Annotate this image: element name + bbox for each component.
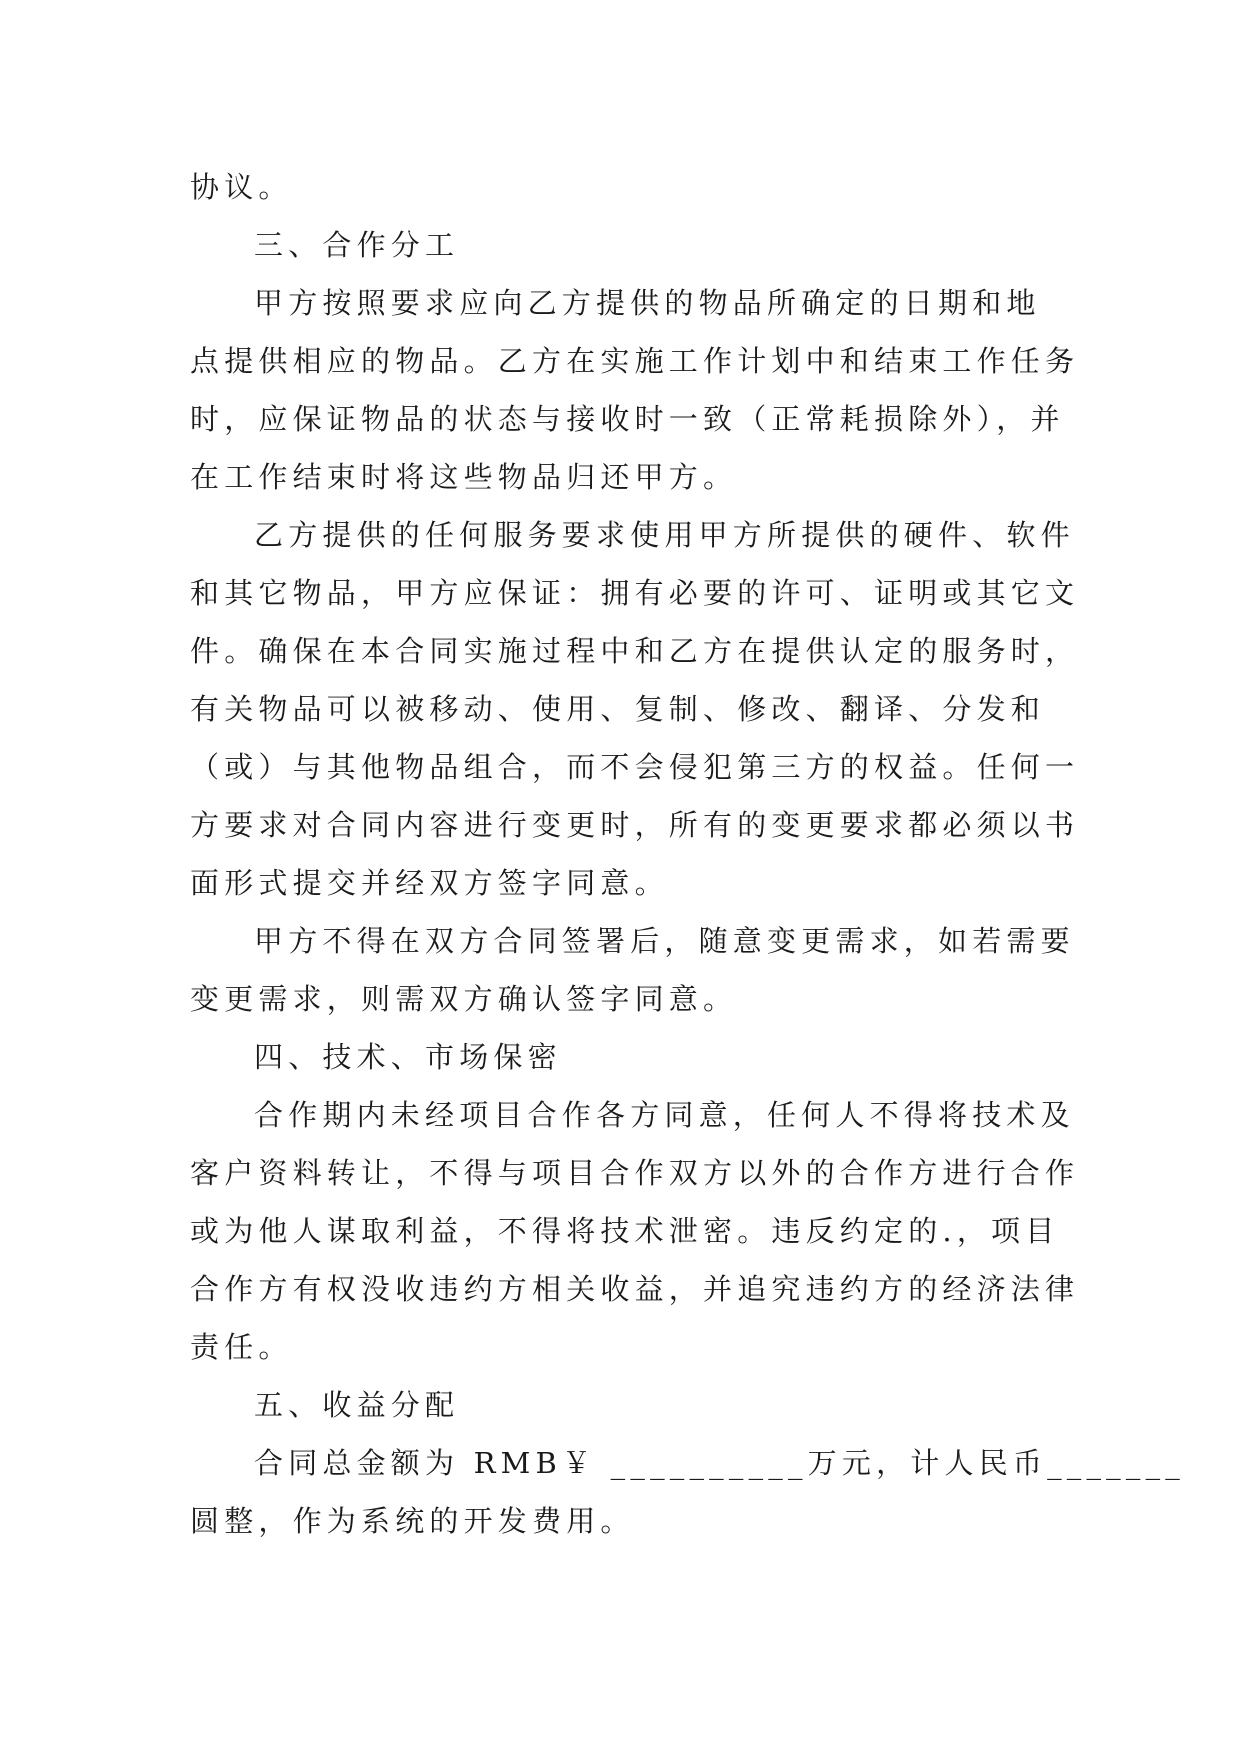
document-body [190, 158, 1185, 1550]
text-line: 甲方按照要求应向乙方提供的物品所确定的日期和地 [254, 286, 1041, 320]
text-line: 点提供相应的物品。乙方在实施工作计划中和结束工作任务 [190, 344, 1080, 378]
text-line: 在工作结束时将这些物品归还甲方。 [190, 460, 738, 494]
text-line: 方要求对合同内容进行变更时，所有的变更要求都必须以书 [190, 808, 1080, 842]
text-line: 责任。 [190, 1330, 293, 1364]
text-line: 和其它物品，甲方应保证：拥有必要的许可、证明或其它文 [190, 576, 1080, 610]
text-line: 或为他人谋取利益，不得将技术泄密。违反约定的.，项目 [190, 1214, 1060, 1248]
text-line: 乙方提供的任何服务要求使用甲方所提供的硬件、软件 [254, 518, 1075, 552]
text-line: 件。确保在本合同实施过程中和乙方在提供认定的服务时， [190, 634, 1080, 668]
section-heading: 五、收益分配 [254, 1388, 460, 1422]
text-line: 合作方有权没收违约方相关收益，并追究违约方的经济法律 [190, 1272, 1080, 1306]
text-line: 协议。 [190, 170, 293, 204]
text-line: 圆整，作为系统的开发费用。 [190, 1504, 635, 1538]
section-heading: 三、合作分工 [254, 228, 460, 262]
text-line: 时，应保证物品的状态与接收时一致（正常耗损除外），并 [190, 402, 1065, 436]
text-line: 有关物品可以被移动、使用、复制、修改、翻译、分发和 [190, 692, 1046, 726]
text-line: 变更需求，则需双方确认签字同意。 [190, 982, 738, 1016]
text-line: （或）与其他物品组合，而不会侵犯第三方的权益。任何一 [190, 750, 1080, 784]
text-line: 面形式提交并经双方签字同意。 [190, 866, 669, 900]
section-heading: 四、技术、市场保密 [254, 1040, 562, 1074]
text-line: 客户资料转让，不得与项目合作双方以外的合作方进行合作 [190, 1156, 1080, 1190]
text-line: 合作期内未经项目合作各方同意，任何人不得将技术及 [254, 1098, 1075, 1132]
text-line: 甲方不得在双方合同签署后，随意变更需求，如若需要 [254, 924, 1075, 958]
text-line: 合同总金额为 RMB￥ __________万元，计人民币_______ [254, 1446, 1185, 1480]
